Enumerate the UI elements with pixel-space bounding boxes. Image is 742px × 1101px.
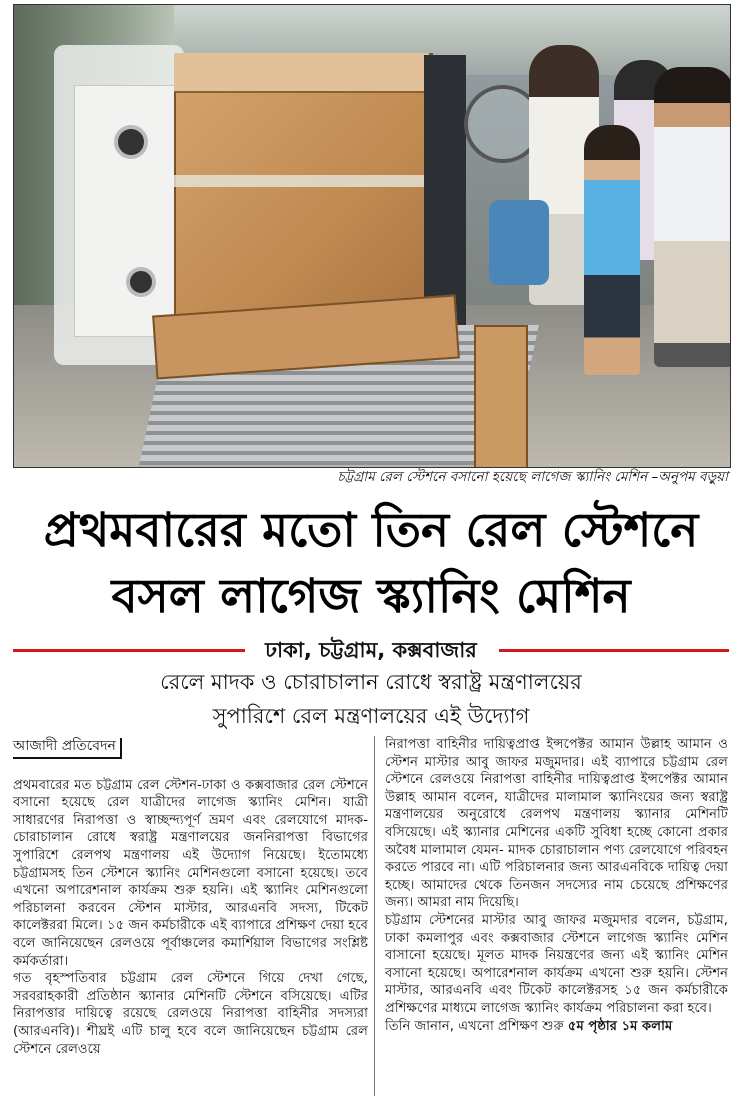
reporter-byline: আজাদী প্রতিবেদন bbox=[13, 738, 122, 759]
places-row bbox=[13, 634, 729, 664]
photo-caption: চট্টগ্রাম রেল স্টেশনে বসানো হয়েছে লাগেজ স্ক্যানিং মেশিন –অনুপম বড়ুয়া bbox=[337, 469, 728, 485]
article-last-line bbox=[385, 1018, 728, 1036]
photo-vent bbox=[114, 125, 148, 159]
photo-tape bbox=[174, 175, 429, 187]
article-paragraph: গত বৃহস্পতিবার চট্টগ্রাম রেল স্টেশনে গিয়ে দেখা গেছে, সরবরাহকারী প্রতিষ্ঠান স্ক্যানার মেশিনটি স্টেশনে বসিয়েছে। এটির নিরাপত্তার দায়িত্বে রয়েছে রেলওয়ে নিরাপত্তা বাহিনীর সদস্যরা (আরএনবি)। শীঘ্রই এটি চালু হবে বলে জানিয়েছেন চট্টগ্রাম রেল স্টেশনে রেলওয়ে bbox=[13, 971, 368, 1057]
photo-cardboard-box bbox=[174, 53, 433, 332]
news-photo bbox=[13, 4, 731, 468]
red-rule-right bbox=[499, 649, 729, 652]
photo-box-top bbox=[174, 53, 429, 93]
photo-child bbox=[584, 125, 640, 375]
article-paragraph: প্রথমবারের মত চট্টগ্রাম রেল স্টেশন-ঢাকা ও কক্সবাজার রেল স্টেশনে বসানো হয়েছে রেল যাত্রীদের লাগেজ স্ক্যানিং মেশিন। যাত্রী সাধারণের নিরাপত্তা ও স্বাচ্ছন্দ্যপূর্ণ ভ্রমণ এবং রেলযোগে মাদক-চোরাচালান রোধে স্বরাষ্ট্র মন্ত্রণালয়ের জননিরাপত্তা বিভাগের সুপারিশে রেলপথ মন্ত্রণালয় এই উদ্যোগ নিয়েছে। ইতোমধ্যে চট্টগ্রামসহ তিন স্টেশনে স্ক্যানিং মেশিনগুলো বসানো হয়েছে। তবে এখনো অপারেশনাল কার্যক্রম শুরু হয়নি। এই স্ক্যানিং মেশিনগুলো পরিচালনা করবেন স্টেশন মাস্টার, আরএনবি সদস্য, টিকেট কালেক্টররা মিলে। ১৫ জন কর্মচারীকে এই ব্যাপারে প্রশিক্ষণ দেয়া হবে বলে জানিয়েছেন রেলওয়ে পূর্বাঞ্চলের কমার্শিয়াল বিভাগের সংশ্লিষ্ট কর্মকর্তারা। bbox=[13, 777, 368, 969]
photo-vent bbox=[126, 267, 156, 297]
article-paragraph: চট্টগ্রাম স্টেশনের মাস্টার আবু জাফর মজুমদার বলেন, চট্টগ্রাম, ঢাকা কমলাপুর এবং কক্সবাজার স্টেশনে লাগেজ স্ক্যানিং মেশিন বাসানো হয়েছে। মূলত মাদক নিয়ন্ত্রণের জন্য এই স্ক্যানিং মেশিন বসানো হয়েছে। অপারেশনাল কার্যক্রম এখনো শুরু হয়নি। স্টেশন মাস্টার, আরএনবি এবং টিকেট কালেক্টরসহ ১৫ জন কর্মচারীকে প্রশিক্ষণের মাধ্যমে লাগেজ স্ক্যানিং কার্যক্রম পরিচালনা করা হবে। bbox=[385, 912, 728, 1016]
last-line-text: তিনি জানান, এখনো প্রশিক্ষণ শুরু bbox=[385, 1018, 564, 1034]
article-column-right bbox=[385, 736, 728, 1035]
photo-child bbox=[654, 67, 731, 367]
subheadline-line-1: রেলে মাদক ও চোরাচালান রোধে স্বরাষ্ট্র মন্ত্রণালয়ের bbox=[160, 670, 582, 694]
subheadline-line-2: সুপারিশে রেল মন্ত্রণালয়ের এই উদ্যোগ bbox=[212, 704, 530, 728]
article-column-left bbox=[13, 738, 368, 1058]
continuation-link[interactable]: ৫ম পৃষ্ঠার ১ম কলাম bbox=[567, 1018, 673, 1034]
photo-side-panel bbox=[474, 325, 528, 468]
headline-line-2: বসল লাগেজ স্ক্যানিং মেশিন bbox=[111, 569, 631, 624]
places-label: ঢাকা, চট্টগ্রাম, কক্সবাজার bbox=[265, 638, 477, 662]
article-paragraph: নিরাপত্তা বাহিনীর দায়িত্বপ্রাপ্ত ইন্সপেক্টর আমান উল্লাহ আমান ও স্টেশন মাস্টার আবু জাফর মজুমদার। এই ব্যাপারে চট্টগ্রাম রেল স্টেশনে রেলওয়ে নিরাপত্তা বাহিনীর দায়িত্বপ্রাপ্ত ইন্সপেক্টর আমান উল্লাহ আমান বলেন, যাত্রীদের মালামাল স্ক্যানিংয়ের জন্য স্বরাষ্ট্র মন্ত্রণালয়ের অনুরোধে রেলপথ মন্ত্রণালয় স্ক্যানার মেশিনটি বসিয়েছে। এই স্ক্যানার মেশিনের একটি সুবিধা হচ্ছে কোনো প্রকার অবৈধ মালামাল যেমন- মাদক চোরাচালান পণ্য রেলযোগে পরিবহন করতে পারবে না। এটি পরিচালনার জন্য আরএনবিকে দায়িত্ব দেয়া হচ্ছে। আমাদের থেকে তিনজন সদস্যের নাম চেয়েছে প্রশিক্ষণের জন্য। আমরা নাম দিয়েছি। bbox=[385, 737, 728, 911]
column-divider bbox=[374, 736, 375, 1096]
headline-line-1: প্রথমবারের মতো তিন রেল স্টেশনে bbox=[43, 503, 699, 558]
photo-bag bbox=[489, 200, 549, 285]
